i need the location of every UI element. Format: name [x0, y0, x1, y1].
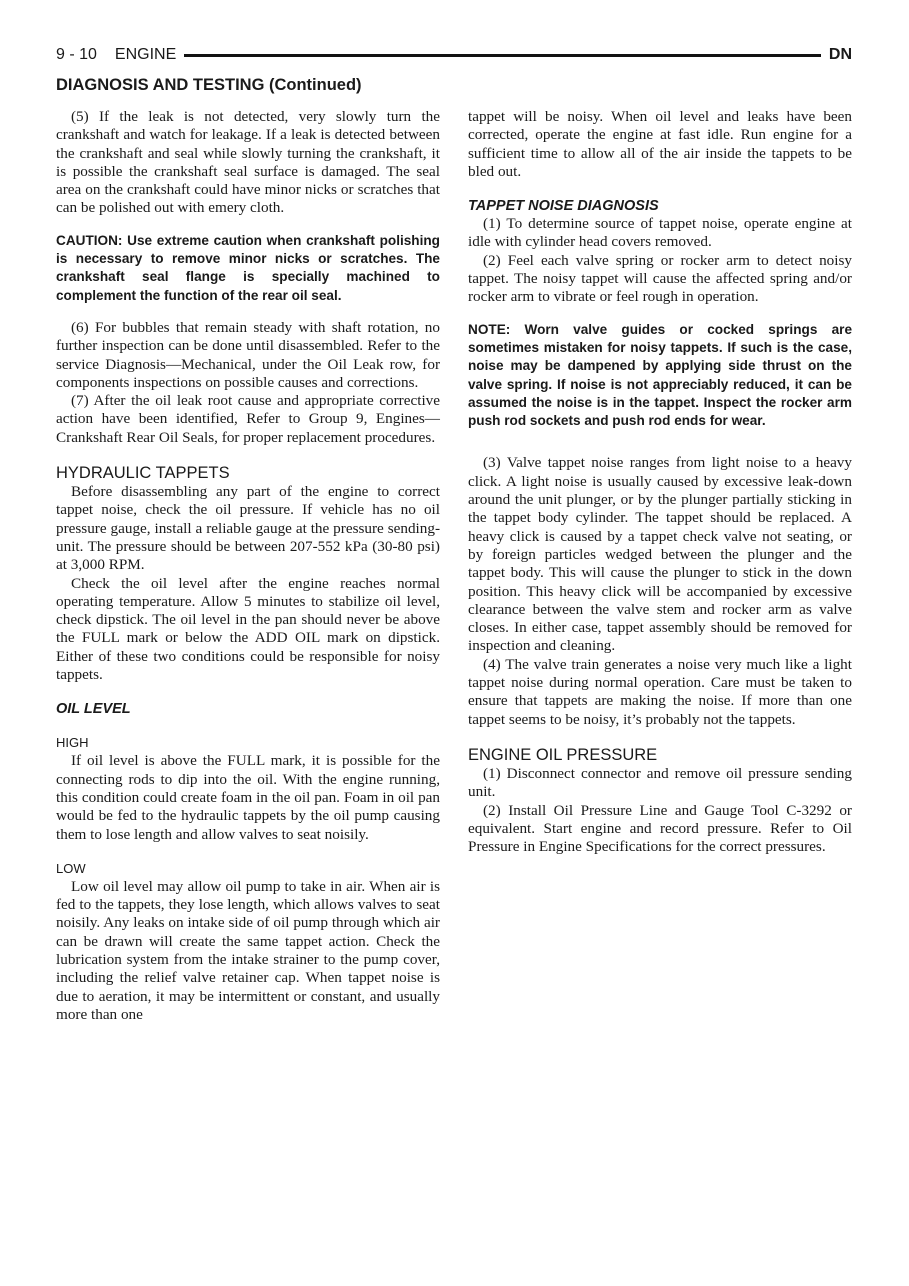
heading-hydraulic-tappets: HYDRAULIC TAPPETS [56, 464, 230, 483]
page-number: 9 - 10 [56, 46, 97, 63]
continued-title: DIAGNOSIS AND TESTING (Continued) [56, 76, 362, 94]
paragraph: If oil level is above the FULL mark, it is possible for the connecting rods to dip into the oil. With the engine running, this condition could create foam in the oil pan. Foam in oil pan would be fed to the hydraulic tappets by the oil pump causing them to lose length and allow valves to seat noisily. [56, 752, 440, 843]
right-column [468, 108, 852, 856]
paragraph: (4) The valve train generates a noise very much like a light tappet noise during normal operation. Care must be taken to ensure that tappets are making the noise. If more than one tappet seems to be noisy, it’s probably not the tappets. [468, 655, 852, 728]
page-header [56, 44, 852, 66]
heading-tappet-noise-diagnosis: TAPPET NOISE DIAGNOSIS [468, 198, 659, 215]
paragraph: Before disassembling any part of the engine to correct tappet noise, check the oil pressure. If vehicle has no oil pressure gauge, install a reliable gauge at the pressure sending-unit. The pressure should be between 207-552 kPa (30-80 psi) at 3,000 RPM. [56, 483, 440, 574]
paragraph: (1) To determine source of tappet noise, operate engine at idle with cylinder head covers removed. [468, 215, 852, 251]
paragraph: (1) Disconnect connector and remove oil pressure sending unit. [468, 764, 852, 801]
left-column [56, 108, 440, 1024]
header-rule [184, 54, 821, 57]
section-name: ENGINE [114, 46, 177, 63]
paragraph: (6) For bubbles that remain steady with shaft rotation, no further inspection can be done until disassembled. Refer to the service Diagnosis—Mechanical, under the Oil Leak row, for components inspections on possible causes and corrections. [56, 318, 440, 391]
paragraph: Low oil level may allow oil pump to take in air. When air is fed to the tappets, they lose length, which allows valves to seat noisily. Any leaks on intake side of oil pump through which air can be drawn will create the same tappet action. Check the lubrication system from the intake strainer to the pump cover, including the relief valve retainer cap. When tappet noise is due to aeration, it may be intermittent or constant, and usually more than one [56, 877, 440, 1023]
paragraph: (2) Install Oil Pressure Line and Gauge Tool C-3292 or equivalent. Start engine and record pressure. Refer to Oil Pressure in Engine Specifications for the correct pressures. [468, 801, 852, 856]
model-code: DN [828, 46, 852, 63]
paragraph: (2) Feel each valve spring or rocker arm to detect noisy tappet. The noisy tappet will cause the affected spring and/or rocker arm to vibrate or feel rough in operation. [468, 251, 852, 306]
paragraph: Check the oil level after the engine reaches normal operating temperature. Allow 5 minutes to stabilize oil level, check dipstick. The oil level in the pan should never be above the FULL mark or below the ADD OIL mark on dipstick. Either of these two conditions could be responsible for noisy tappets. [56, 574, 440, 684]
heading-oil-level: OIL LEVEL [56, 701, 131, 718]
note-notice: NOTE: Worn valve guides or cocked springs are sometimes mistaken for noisy tappets. If such is the case, noise may be dampened by applying side thrust on the valve spring. If noise is not appreciably reduced, it can be assumed the noise is in the tappet. Inspect the rocker arm push rod sockets and push rod ends for wear. [468, 321, 852, 429]
caution-notice: CAUTION: Use extreme caution when crankshaft polishing is necessary to remove minor nicks or scratches. The crankshaft seal flange is specially machined to complement the function of the rear oil seal. [56, 232, 440, 303]
paragraph: (3) Valve tappet noise ranges from light noise to a heavy click. A light noise is usually caused by excessive leak-down around the unit plunger, or by the plunger partially sticking in the tappet body cylinder. The tappet should be replaced. A heavy click is caused by a tappet check valve not seating, or by foreign particles wedged between the plunger and the tappet body. This will cause the plunger to stick in the down position. This heavy click will be accompanied by excessive clearance between the valve stem and rocker arm as valve closes. In either case, tappet assembly should be removed for inspection and cleaning. [468, 454, 852, 655]
paragraph: (7) After the oil leak root cause and appropriate corrective action have been identified, Refer to Group 9, Engines—Crankshaft Rear Oil Seals, for proper replacement procedures. [56, 392, 440, 446]
paragraph: (5) If the leak is not detected, very slowly turn the crankshaft and watch for leakage. If a leak is detected between the crankshaft and seal while slowly turning the crankshaft, it is possible the crankshaft seal surface is damaged. The seal area on the crankshaft could have minor nicks or scratches that can be polished out with emery cloth. [56, 108, 440, 217]
heading-low: LOW [56, 860, 86, 876]
heading-high: HIGH [56, 735, 89, 751]
paragraph: tappet will be noisy. When oil level and leaks have been corrected, operate the engine at fast idle. Run engine for a sufficient time to allow all of the air inside the tappets to be bled out. [468, 108, 852, 180]
heading-engine-oil-pressure: ENGINE OIL PRESSURE [468, 745, 658, 764]
